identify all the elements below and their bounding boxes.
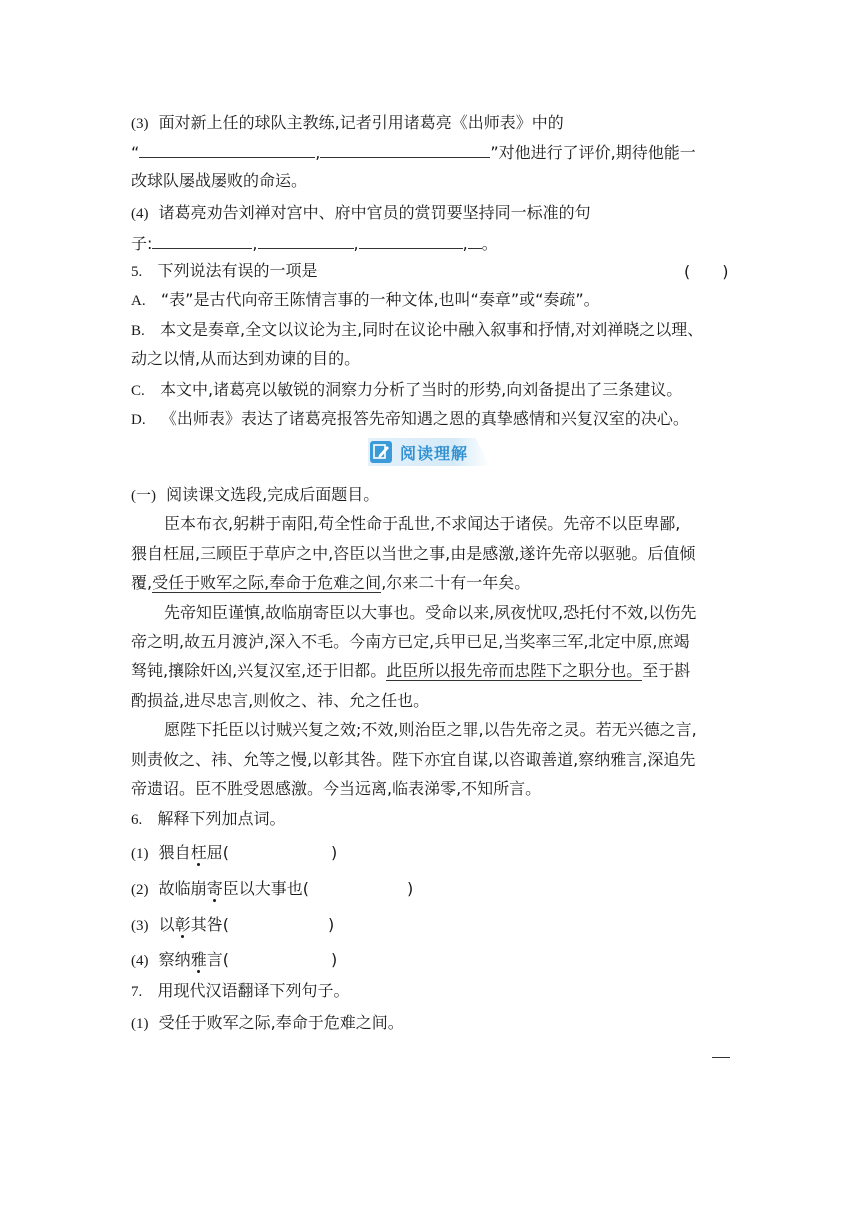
q5-number: 5. [131,264,143,280]
passage-p2-line3 [131,660,690,682]
option-text: “表”是古代向帝王陈情言事的一种文体,也叫“奏章”或“奏疏”。 [160,290,600,309]
item-text: 察纳 [158,950,191,969]
passage-p1-line2 [131,543,695,565]
part-number: (一) [131,488,156,504]
q3-text-cont: ”对他进行了评价,期待他能一 [490,143,696,162]
option-text: 本文中,诸葛亮以敏锐的洞察力分析了当时的形势,向刘备提出了三条建议。 [160,380,683,399]
q6-item-3 [131,914,334,937]
item-number: (3) [131,918,149,934]
answer-blank[interactable] [152,232,252,249]
answer-blank[interactable] [139,141,315,158]
item-text: 故临崩 [158,879,207,898]
answer-blank[interactable] [468,232,482,249]
q4-line1 [131,202,591,225]
q3-number: (3) [131,116,149,132]
q6-line [131,808,286,831]
q5-option-b-cont [131,348,360,370]
passage-text: 猥自枉屈,三顾臣于草庐之中,咨臣以当世之事,由是感激,遂许先帝以驱驰。后值倾 [131,544,696,563]
q7-text: 用现代汉语翻译下列句子。 [157,981,350,1000]
q7-item-1 [131,1012,404,1035]
item-text: 猥自 [158,843,191,862]
q5-option-d[interactable] [131,408,689,431]
section-banner [368,438,490,466]
close-paren: ) [327,915,335,934]
item-text: 以 [158,915,175,934]
q4-prefix: 子: [131,234,153,253]
q6-text: 解释下列加点词。 [157,809,286,828]
item-number: (1) [131,846,149,862]
passage-p2-line1 [164,602,696,624]
dotted-word: 枉 [190,843,207,862]
pencil-icon [370,441,392,463]
passage-text: 覆, [131,573,153,592]
passage-text: 则责攸之、祎、允等之慢,以彰其咎。陛下亦宜自谋,以咨诹善道,察纳雅言,深追先 [131,750,696,769]
part-text: 阅读课文选段,完成后面题目。 [166,485,380,504]
answer-line-stub [712,1057,730,1058]
item-number: (2) [131,882,149,898]
comma: , [315,143,321,162]
passage-p1-line1 [164,513,680,535]
passage-text: 至于斟 [642,661,691,680]
q3-line2 [131,141,696,164]
q3-line3 [131,170,307,192]
q4-line2 [131,232,498,255]
q5-line [131,260,318,283]
part-heading [131,484,379,507]
close-paren: ) [330,843,338,862]
item-text: 言( [206,950,229,969]
comma: , [353,234,359,253]
q3-text-end: 改球队屡战屡败的命运。 [131,171,308,190]
q7-number: 7. [131,984,143,1000]
answer-blank[interactable] [258,232,354,249]
passage-p2-line4 [131,690,429,712]
passage-text: 愿陛下托臣以讨贼兴复之效;不效,则治臣之罪,以告先帝之灵。若无兴德之言, [164,720,697,739]
answer-paren[interactable]: ( ) [684,262,729,281]
q5-option-a[interactable] [131,289,600,312]
passage-text: 臣本布衣,躬耕于南阳,苟全性命于乱世,不求闻达于诸侯。先帝不以臣卑鄙, [164,514,681,533]
item-number: (4) [131,953,149,969]
option-text: 本文是奏章,全文以议论为主,同时在议论中融入叙事和抒情,对刘禅晓之以理、 [160,320,704,339]
q4-text: 诸葛亮劝告刘禅对宫中、府中官员的赏罚要坚持同一标准的句 [158,203,591,222]
answer-blank[interactable] [359,232,463,249]
item-text: 其咎( [190,915,229,934]
passage-p3-line2 [131,749,695,771]
passage-p1-line3 [131,572,530,594]
q6-item-4 [131,949,337,972]
open-quote: “ [131,143,140,162]
comma: , [252,234,258,253]
passage-text: 先帝知臣谨慎,故临崩寄臣以大事也。受命以来,夙夜忧叹,恐托付不效,以伤先 [164,603,697,622]
q6-number: 6. [131,812,143,828]
passage-text: 驽钝,攘除奸凶,兴复汉室,还于旧都。 [131,661,387,680]
q6-item-1 [131,842,337,865]
passage-text: 酌损益,进尽忠言,则攸之、祎、允之任也。 [131,691,430,710]
close-paren: ) [406,879,414,898]
option-text: 《出师表》表达了诸葛亮报答先帝知遇之恩的真挚感情和兴复汉室的决心。 [160,409,689,428]
option-letter: B. [131,323,145,339]
passage-p3-line3 [131,778,541,800]
q5-option-c[interactable] [131,379,682,402]
item-text: 屈( [206,843,229,862]
q3-line1 [131,112,564,135]
underlined-sentence: 受任于败军之际,奉命于危难之间 [152,573,382,592]
q3-text: 面对新上任的球队主教练,记者引用诸葛亮《出师表》中的 [158,113,564,132]
q5-option-b[interactable] [131,319,703,342]
passage-text: ,尔来二十有一年矣。 [381,573,531,592]
passage-p2-line2 [131,631,690,653]
item-text: 受任于败军之际,奉命于危难之间。 [158,1013,404,1032]
underlined-sentence: 此臣所以报先帝而忠陛下之职分也。 [386,661,643,680]
passage-text: 帝遗诏。臣不胜受恩感激。今当远离,临表涕零,不知所言。 [131,779,542,798]
q6-item-2 [131,878,413,901]
option-letter: D. [131,412,146,428]
passage-p3-line1 [164,719,697,741]
option-letter: C. [131,383,145,399]
dotted-word: 彰 [174,915,191,934]
dotted-word: 雅 [190,950,207,969]
section-title: 阅读理解 [400,444,469,463]
q7-line [131,980,350,1003]
item-text: 臣以大事也( [222,879,309,898]
passage-text: 帝之明,故五月渡泸,深入不毛。今南方已定,兵甲已足,当奖率三军,北定中原,庶竭 [131,632,690,651]
q5-text: 下列说法有误的一项是 [157,261,318,280]
dotted-word: 寄 [206,879,223,898]
option-text: 动之以情,从而达到劝谏的目的。 [131,349,361,368]
period: 。 [481,234,498,253]
option-letter: A. [131,293,146,309]
answer-blank[interactable] [320,141,490,158]
q4-number: (4) [131,206,149,222]
close-paren: ) [330,950,338,969]
item-number: (1) [131,1016,149,1032]
comma: , [462,234,468,253]
